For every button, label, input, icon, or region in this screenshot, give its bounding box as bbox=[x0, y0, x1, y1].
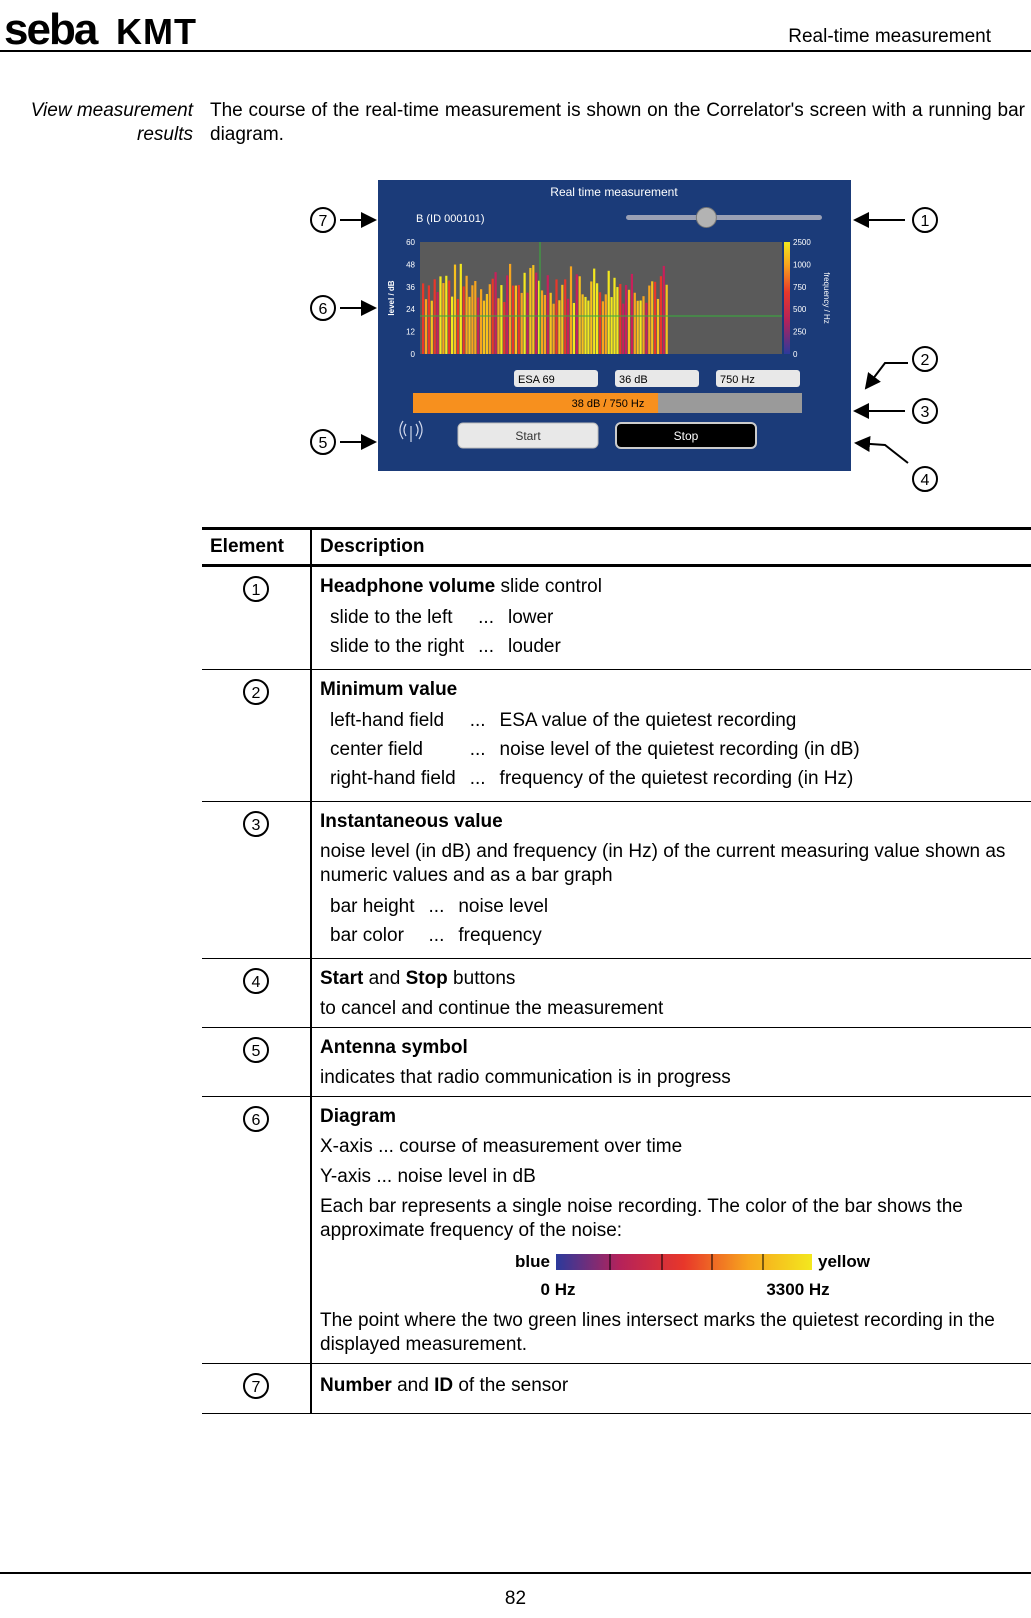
legend-gradient-bar bbox=[556, 1254, 812, 1270]
recording-bar bbox=[489, 284, 491, 354]
recording-bar bbox=[445, 276, 447, 354]
footer-rule bbox=[0, 1572, 1031, 1574]
svg-text:2: 2 bbox=[920, 352, 930, 369]
svg-text:5: 5 bbox=[318, 435, 328, 452]
svg-text:3: 3 bbox=[251, 817, 261, 834]
recording-bar bbox=[521, 293, 523, 354]
recording-bar bbox=[512, 286, 514, 354]
recording-bar bbox=[500, 285, 502, 354]
side-label: View measurement results bbox=[30, 100, 193, 145]
svg-text:6: 6 bbox=[251, 1112, 261, 1129]
recording-bar bbox=[642, 296, 644, 354]
recording-bar bbox=[544, 295, 546, 354]
svg-text:4: 4 bbox=[920, 472, 930, 489]
recording-bar bbox=[599, 292, 601, 354]
svg-text:3: 3 bbox=[920, 404, 930, 421]
recording-bar bbox=[596, 283, 598, 354]
svg-text:4: 4 bbox=[251, 974, 261, 991]
recording-bar bbox=[634, 293, 636, 354]
recording-bar bbox=[558, 300, 560, 354]
y-tick-label: 60 bbox=[406, 238, 415, 247]
recording-bar bbox=[515, 286, 517, 354]
recording-bar bbox=[553, 304, 555, 354]
callout-5 bbox=[309, 428, 337, 456]
recording-bar bbox=[524, 273, 526, 354]
legend-high-label: 3300 Hz bbox=[766, 1280, 830, 1299]
row-title: Headphone volume bbox=[320, 576, 496, 597]
recording-bar bbox=[457, 299, 459, 354]
recording-bar bbox=[637, 301, 639, 354]
legend-low-label: 0 Hz bbox=[540, 1280, 576, 1299]
recording-bar bbox=[619, 284, 621, 354]
recording-bar bbox=[471, 285, 473, 354]
table-row: 2 Minimum value left-hand field ... ESA value of the quietest recording center field ... noise level of the quietest recording (in dB) right-hand field ... frequency of the quietest recording (in Hz) bbox=[202, 670, 1031, 802]
sensor-id: B (ID 000101) bbox=[416, 213, 485, 225]
recording-bar bbox=[666, 285, 668, 354]
recording-bar bbox=[628, 290, 630, 354]
table-row: 1 Headphone volume slide control slide to the left ... lower slide to the right ... louder bbox=[202, 566, 1031, 670]
table-row: 7 Number and ID of the sensor bbox=[202, 1364, 1031, 1414]
recording-bar bbox=[468, 297, 470, 354]
recording-bar bbox=[640, 301, 642, 354]
callout-1-marker bbox=[242, 575, 270, 603]
volume-slider-track[interactable] bbox=[626, 215, 822, 220]
table-row: 4 Start and Stop buttons to cancel and continue the measurement bbox=[202, 959, 1031, 1028]
svg-text:6: 6 bbox=[318, 301, 328, 318]
recording-bar bbox=[425, 299, 427, 354]
row-title: Diagram bbox=[320, 1106, 397, 1127]
callout-6 bbox=[309, 294, 337, 322]
y-tick-label: 48 bbox=[406, 260, 415, 270]
callout-5-marker bbox=[242, 1036, 270, 1064]
col-element: Element bbox=[202, 529, 311, 566]
table-row: 3 Instantaneous value noise level (in dB) and frequency (in Hz) of the current measuring value shown as numeric values and as a bar graph bar height ... noise level bar color ... frequency bbox=[202, 802, 1031, 959]
recording-bar bbox=[486, 294, 488, 354]
recording-bar bbox=[518, 285, 520, 354]
freq-tick-label: 0 bbox=[793, 350, 798, 359]
recording-bar bbox=[564, 279, 566, 354]
callout-6-marker bbox=[242, 1105, 270, 1133]
freq-tick-label: 250 bbox=[793, 327, 807, 337]
table-header-row bbox=[202, 529, 1031, 566]
recording-bar bbox=[555, 279, 557, 354]
recording-bar bbox=[448, 280, 450, 354]
freq-tick-label: 750 bbox=[793, 282, 807, 292]
recording-bar bbox=[648, 286, 650, 354]
recording-bar bbox=[474, 281, 476, 354]
device-screen bbox=[378, 180, 851, 471]
recording-bar bbox=[535, 273, 537, 354]
y-axis-label: level / dB bbox=[387, 280, 396, 316]
recording-bar bbox=[663, 266, 665, 354]
recording-bar bbox=[657, 299, 659, 354]
recording-bar bbox=[431, 301, 433, 354]
recording-bar bbox=[439, 276, 441, 354]
min-db-value: 36 dB bbox=[619, 374, 648, 386]
svg-text:seba: seba bbox=[4, 5, 97, 54]
recording-bar bbox=[532, 265, 534, 354]
recording-bar bbox=[483, 301, 485, 354]
svg-text:5: 5 bbox=[251, 1043, 261, 1060]
recording-bar bbox=[434, 279, 436, 354]
recording-bar bbox=[660, 276, 662, 354]
recording-bar bbox=[584, 297, 586, 354]
col-description: Description bbox=[311, 529, 1031, 566]
callout-7-marker bbox=[242, 1372, 270, 1400]
recording-bar bbox=[593, 269, 595, 354]
screen-title: Real time measurement bbox=[550, 185, 678, 199]
callout-3 bbox=[911, 397, 939, 425]
row-title: Antenna symbol bbox=[320, 1037, 468, 1058]
svg-text:7: 7 bbox=[251, 1379, 261, 1396]
recording-bar bbox=[622, 304, 624, 354]
table-row: 6 Diagram X-axis ... course of measurement over time Y-axis ... noise level in dB Each bar represents a single noise recording. The color of the bar shows the approximate frequency of the noise: blue yellow 0 Hz 3300 Hz The point where the two green lines intersect marks the quietest recording in the displayed measurement. bbox=[202, 1097, 1031, 1364]
frequency-scale-bar bbox=[784, 242, 790, 354]
recording-bar bbox=[506, 275, 508, 354]
svg-text:KMT: KMT bbox=[116, 11, 197, 52]
page-number: 82 bbox=[504, 1588, 527, 1609]
recording-bar bbox=[442, 283, 444, 354]
recording-bar bbox=[497, 298, 499, 354]
antenna-icon bbox=[400, 421, 422, 442]
recording-bar bbox=[570, 266, 572, 354]
freq-tick-label: 500 bbox=[793, 305, 807, 315]
min-esa-value: ESA 69 bbox=[518, 374, 555, 386]
recording-bar bbox=[460, 264, 462, 354]
recording-bar bbox=[590, 281, 592, 354]
legend-blue-label: blue bbox=[515, 1252, 550, 1271]
y-tick-label: 12 bbox=[406, 327, 415, 337]
y-tick-label: 24 bbox=[406, 305, 415, 315]
recording-bar bbox=[645, 303, 647, 354]
recording-bar bbox=[503, 302, 505, 354]
recording-bar bbox=[529, 268, 531, 354]
recording-bar bbox=[437, 292, 439, 354]
recording-bar bbox=[428, 285, 430, 354]
recording-bar bbox=[576, 274, 578, 354]
description-table bbox=[202, 527, 1031, 1414]
legend-yellow-label: yellow bbox=[818, 1252, 870, 1271]
header-rule bbox=[0, 50, 1031, 52]
recording-bar bbox=[611, 297, 613, 354]
recording-bar bbox=[582, 294, 584, 354]
recording-bar bbox=[550, 293, 552, 354]
callout-1 bbox=[911, 206, 939, 234]
recording-bar bbox=[466, 276, 468, 354]
row-title: Minimum value bbox=[320, 679, 458, 700]
start-button-label: Start bbox=[515, 429, 541, 443]
recording-bar bbox=[573, 303, 575, 354]
callout-2 bbox=[911, 345, 939, 373]
recording-bar bbox=[587, 301, 589, 354]
svg-text:1: 1 bbox=[251, 582, 261, 599]
row-title: Instantaneous value bbox=[320, 811, 503, 832]
svg-text:2: 2 bbox=[251, 685, 261, 702]
recording-bar bbox=[567, 299, 569, 354]
stop-button-label: Stop bbox=[673, 429, 699, 443]
callout-3-marker bbox=[242, 810, 270, 838]
recording-bar bbox=[495, 272, 497, 354]
recording-bar bbox=[547, 275, 549, 354]
header-title: Real-time measurement bbox=[788, 26, 991, 47]
recording-bar bbox=[631, 274, 633, 354]
recording-bar bbox=[608, 271, 610, 354]
frequency-color-legend bbox=[320, 1251, 1023, 1303]
min-hz-value: 750 Hz bbox=[720, 374, 755, 386]
recording-bar bbox=[651, 281, 653, 354]
recording-bar bbox=[602, 301, 604, 354]
volume-slider-knob[interactable] bbox=[696, 208, 716, 228]
recording-bar bbox=[605, 294, 607, 354]
recording-bar bbox=[561, 285, 563, 354]
recording-bar bbox=[477, 298, 479, 354]
svg-text:1: 1 bbox=[920, 213, 930, 230]
sebakmt-logo bbox=[4, 5, 229, 54]
callout-7 bbox=[309, 206, 337, 234]
recording-bar bbox=[422, 283, 424, 354]
recording-bar bbox=[625, 285, 627, 354]
recording-bar bbox=[463, 286, 465, 354]
callout-4 bbox=[911, 465, 939, 493]
freq-axis-label: frequency / Hz bbox=[822, 272, 831, 324]
recording-bar bbox=[509, 264, 511, 354]
table-row: 5 Antenna symbol indicates that radio communication is in progress bbox=[202, 1028, 1031, 1097]
recording-bar bbox=[579, 276, 581, 354]
freq-tick-label: 1000 bbox=[793, 260, 811, 270]
callout-4-marker bbox=[242, 967, 270, 995]
recording-bar bbox=[454, 265, 456, 354]
recording-bar bbox=[526, 293, 528, 354]
freq-tick-label: 2500 bbox=[793, 238, 811, 247]
recording-bar bbox=[480, 289, 482, 354]
y-tick-label: 36 bbox=[406, 282, 415, 292]
svg-text:7: 7 bbox=[318, 213, 328, 230]
y-tick-label: 0 bbox=[410, 350, 415, 359]
recording-bar bbox=[654, 282, 656, 354]
recording-bar bbox=[451, 297, 453, 354]
recording-bar bbox=[541, 290, 543, 354]
callout-2-marker bbox=[242, 678, 270, 706]
recording-bar bbox=[616, 287, 618, 354]
current-value-text: 38 dB / 750 Hz bbox=[571, 398, 645, 410]
intro-paragraph: The course of the real-time measurement is shown on the Correlator's screen with a running bar diagram. bbox=[210, 100, 1025, 145]
